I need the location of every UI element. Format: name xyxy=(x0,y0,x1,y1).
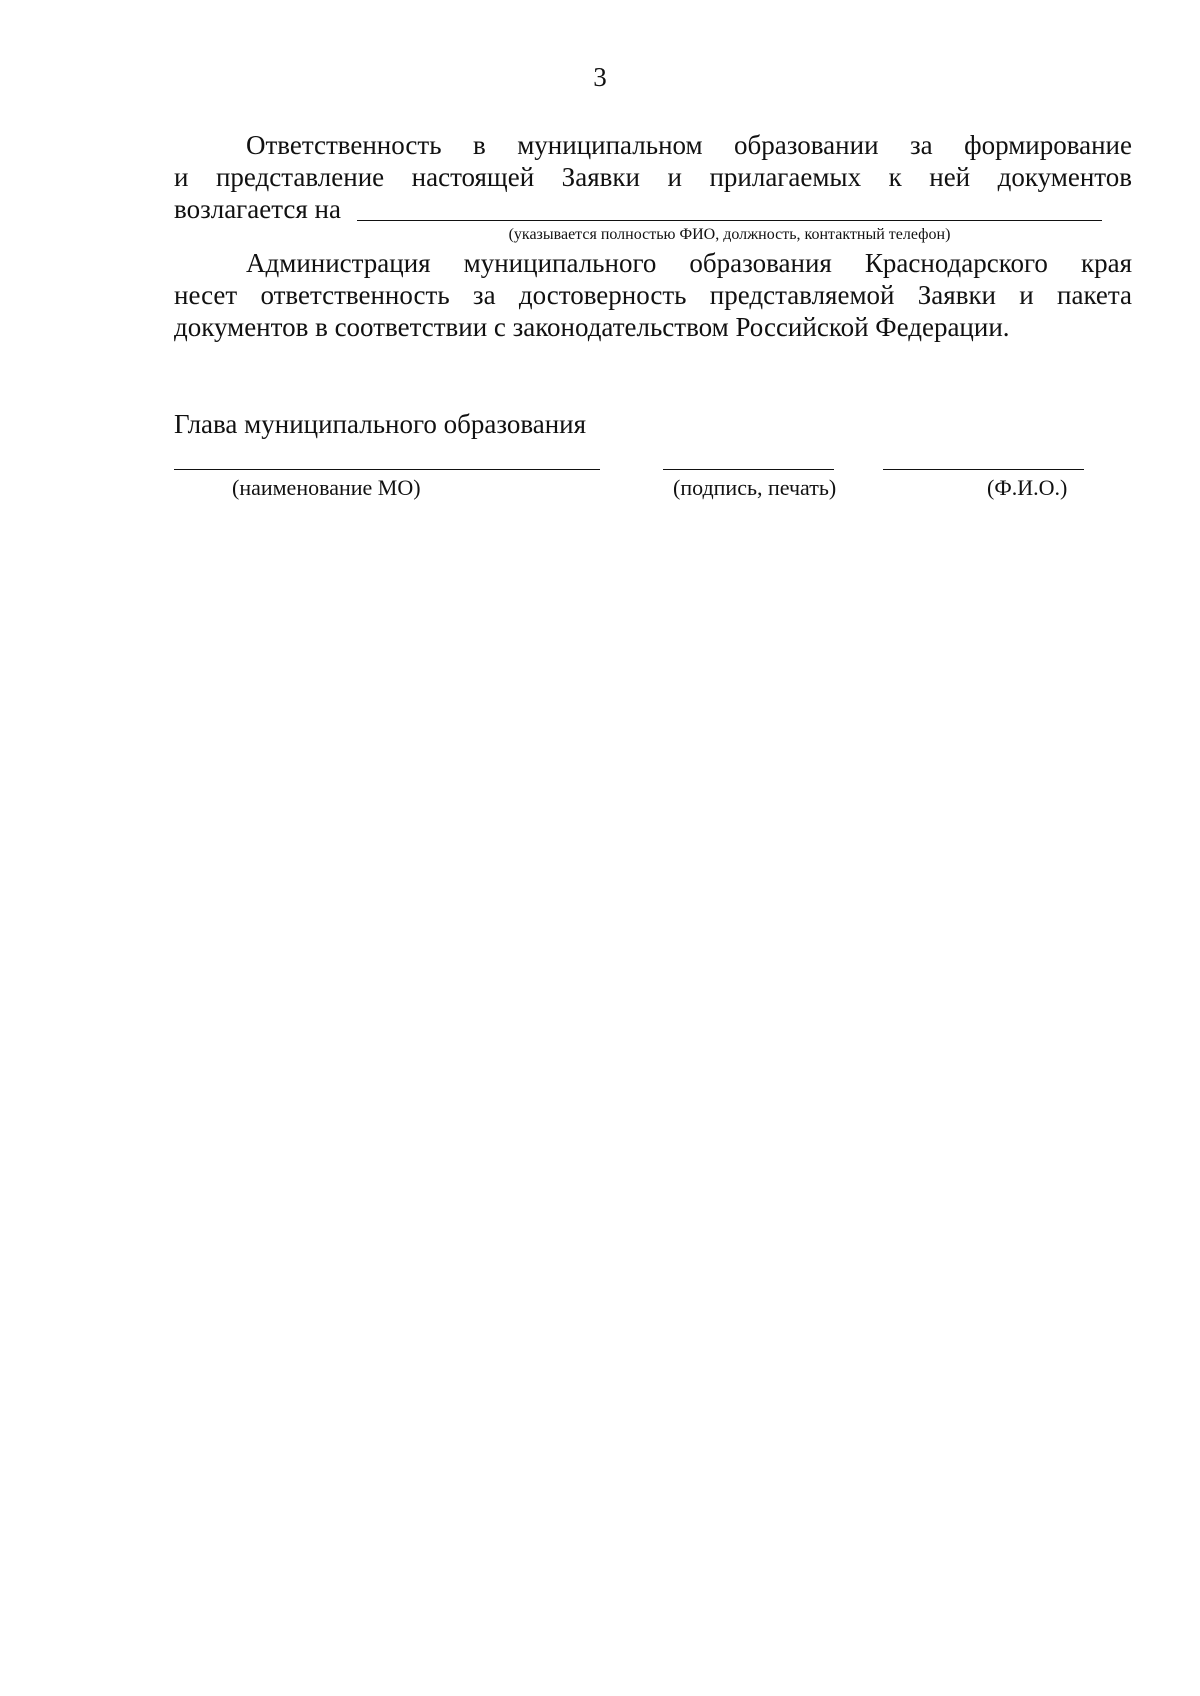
signature-title: Глава муниципального образования xyxy=(174,409,587,439)
mo-name-caption: (наименование МО) xyxy=(232,475,421,500)
signature-caption: (подпись, печать) xyxy=(673,475,837,500)
fio-caption: (Ф.И.О.) xyxy=(987,475,1068,500)
responsible-person-fill-line[interactable] xyxy=(357,220,1102,221)
responsibility-line-1 xyxy=(174,129,1132,161)
page-number: 3 xyxy=(593,62,607,92)
administration-line-1-text: Администрация муниципального образования Краснодарского края xyxy=(246,248,1132,278)
mo-name-fill-line[interactable] xyxy=(174,469,600,470)
responsibility-line-3-label: возлагается на xyxy=(174,194,341,224)
fio-fill-line[interactable] xyxy=(883,469,1084,470)
responsibility-line-1-text: Ответственность в муниципальном образовании за формирование xyxy=(246,130,1132,160)
responsibility-paragraph xyxy=(174,129,1132,193)
signature-fill-line[interactable] xyxy=(663,469,834,470)
administration-paragraph xyxy=(174,247,1132,311)
responsible-person-hint: (указывается полностью ФИО, должность, контактный телефон) xyxy=(508,226,951,243)
administration-line-1 xyxy=(174,247,1132,279)
responsibility-line-2: и представление настоящей Заявки и прилагаемых к ней документов xyxy=(174,162,1132,192)
administration-line-2: несет ответственность за достоверность представляемой Заявки и пакета xyxy=(174,280,1132,310)
administration-line-3: документов в соответствии с законодательством Российской Федерации. xyxy=(174,312,1010,342)
